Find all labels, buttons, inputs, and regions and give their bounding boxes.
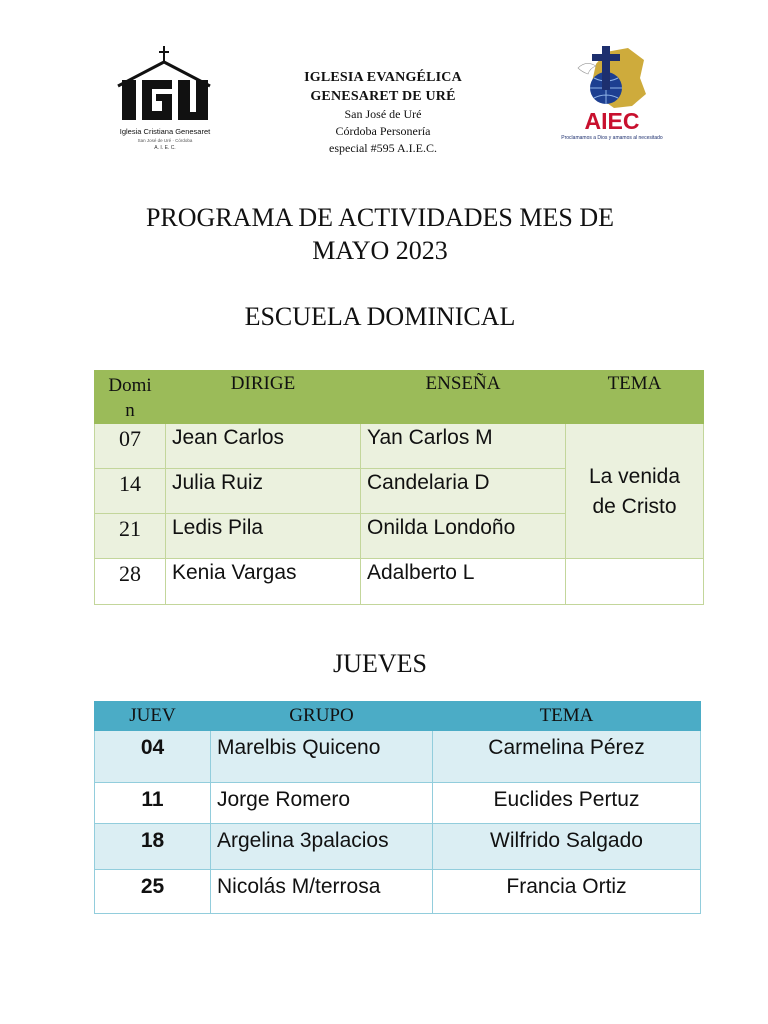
header-domingo-line2: n bbox=[125, 400, 135, 421]
header-jueves: JUEV bbox=[95, 702, 211, 731]
table-row bbox=[95, 870, 701, 914]
day-cell: 07 bbox=[95, 424, 166, 469]
tema-cell: Francia Ortiz bbox=[433, 870, 701, 914]
tema-cell: Euclides Pertuz bbox=[433, 783, 701, 824]
dirige-cell: Kenia Vargas bbox=[166, 559, 361, 605]
grupo-cell: Argelina 3palacios bbox=[211, 824, 433, 870]
table-header-row bbox=[95, 702, 701, 731]
svg-text:AIEC: AIEC bbox=[584, 108, 640, 134]
church-logo-left bbox=[112, 44, 218, 156]
jueves-table bbox=[94, 701, 701, 914]
day-cell: 25 bbox=[95, 870, 211, 914]
svg-text:Proclamamos a Dios y amamos al: Proclamamos a Dios y amamos al necesitado bbox=[561, 135, 663, 141]
dirige-cell: Julia Ruiz bbox=[166, 469, 361, 514]
day-cell: 11 bbox=[95, 783, 211, 824]
table-row bbox=[95, 731, 701, 783]
day-cell: 21 bbox=[95, 514, 166, 559]
aiec-logo-icon bbox=[548, 38, 676, 148]
church-name-line1: IGLESIA EVANGÉLICA bbox=[304, 70, 462, 85]
grupo-cell: Nicolás M/terrosa bbox=[211, 870, 433, 914]
table-header-row bbox=[95, 371, 704, 424]
dirige-cell: Jean Carlos bbox=[166, 424, 361, 469]
day-cell: 28 bbox=[95, 559, 166, 605]
title-line2: MAYO 2023 bbox=[312, 236, 448, 265]
day-cell: 18 bbox=[95, 824, 211, 870]
church-location: San José de Uré bbox=[344, 107, 422, 121]
church-registration-line1: Córdoba Personería bbox=[335, 124, 431, 138]
svg-text:A. I. E. C.: A. I. E. C. bbox=[154, 145, 176, 151]
tema-cell: Carmelina Pérez bbox=[433, 731, 701, 783]
title-line1: PROGRAMA DE ACTIVIDADES MES DE bbox=[145, 203, 615, 232]
day-cell: 04 bbox=[95, 731, 211, 783]
header-grupo: GRUPO bbox=[211, 702, 433, 731]
ensena-cell: Onilda Londoño bbox=[361, 514, 566, 559]
svg-text:San José de Uré · Córdoba: San José de Uré · Córdoba bbox=[137, 138, 193, 143]
dirige-cell: Ledis Pila bbox=[166, 514, 361, 559]
grupo-cell: Jorge Romero bbox=[211, 783, 433, 824]
grupo-cell: Marelbis Quiceno bbox=[211, 731, 433, 783]
tema-line1: La venida bbox=[588, 465, 681, 488]
aiec-logo bbox=[548, 38, 676, 148]
table-row bbox=[95, 783, 701, 824]
tema-line2: de Cristo bbox=[592, 495, 677, 518]
svg-text:Iglesia Cristiana Genesaret: Iglesia Cristiana Genesaret bbox=[119, 127, 211, 136]
jueves-section-title: JUEVES bbox=[333, 649, 427, 678]
ensena-cell: Adalberto L bbox=[361, 559, 566, 605]
escuela-section-title: ESCUELA DOMINICAL bbox=[244, 302, 516, 331]
header-tema: TEMA bbox=[433, 702, 701, 731]
ensena-cell: Candelaria D bbox=[361, 469, 566, 514]
day-cell: 14 bbox=[95, 469, 166, 514]
igu-logo-icon bbox=[112, 44, 218, 156]
tema-cell bbox=[566, 424, 704, 559]
tema-cell: Wilfrido Salgado bbox=[433, 824, 701, 870]
church-info bbox=[268, 68, 498, 157]
header-domingo-line1: Domi bbox=[108, 375, 152, 396]
header-domingo bbox=[95, 371, 166, 424]
table-row bbox=[95, 424, 704, 469]
table-row bbox=[95, 824, 701, 870]
table-row bbox=[95, 559, 704, 605]
escuela-table bbox=[94, 370, 704, 605]
church-registration-line2: especial #595 A.I.E.C. bbox=[329, 141, 437, 155]
header-tema: TEMA bbox=[566, 371, 704, 424]
header-dirige: DIRIGE bbox=[166, 371, 361, 424]
church-name-line2: GENESARET DE URÉ bbox=[310, 89, 456, 104]
page-title bbox=[100, 201, 660, 267]
tema-cell-empty bbox=[566, 559, 704, 605]
header-ensena: ENSEÑA bbox=[361, 371, 566, 424]
ensena-cell: Yan Carlos M bbox=[361, 424, 566, 469]
